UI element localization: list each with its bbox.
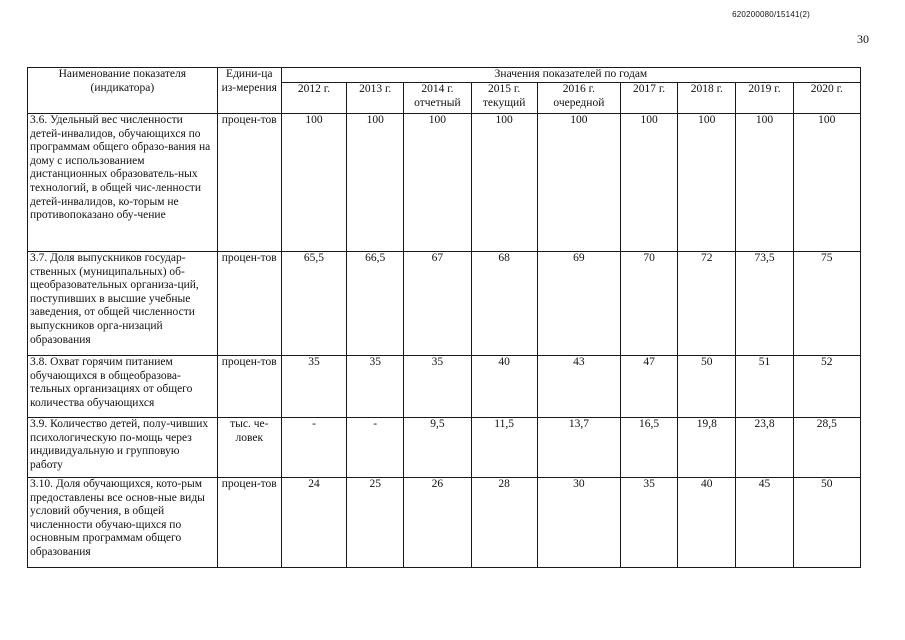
- indicator-value: 50: [678, 356, 736, 418]
- indicator-value: 100: [736, 114, 793, 252]
- indicator-value: 13,7: [537, 418, 620, 478]
- indicator-value: 100: [678, 114, 736, 252]
- indicator-value: 51: [736, 356, 793, 418]
- indicator-name: 3.10. Доля обучающихся, кото-рым предоставлены все основ-ные виды условий обучения, в общей численности обучаю-щихся по основным программам общего образования: [28, 478, 218, 568]
- indicator-name: 3.7. Доля выпускников государ-ственных (муниципальных) об-щеобразовательных организа-ций, поступивших в высшие учебные заведения, от общей численности выпускников орга-низаций образования: [28, 252, 218, 356]
- table-row: [28, 418, 861, 478]
- indicator-value: 72: [678, 252, 736, 356]
- header-year: 2018 г.: [678, 83, 736, 114]
- indicator-value: 100: [537, 114, 620, 252]
- indicator-value: 30: [537, 478, 620, 568]
- indicator-value: 67: [404, 252, 471, 356]
- indicator-value: 69: [537, 252, 620, 356]
- indicator-value: 35: [347, 356, 404, 418]
- indicator-value: 100: [793, 114, 860, 252]
- indicator-value: 50: [793, 478, 860, 568]
- indicator-value: 28: [471, 478, 537, 568]
- indicator-unit: процен-тов: [217, 478, 281, 568]
- table-row: [28, 356, 861, 418]
- header-year: 2013 г.: [347, 83, 404, 114]
- indicator-unit: процен-тов: [217, 114, 281, 252]
- indicators-table: [27, 67, 861, 568]
- table-row: [28, 252, 861, 356]
- indicator-unit: процен-тов: [217, 356, 281, 418]
- header-year: 2014 г. отчетный: [404, 83, 471, 114]
- indicator-value: 70: [621, 252, 678, 356]
- indicator-value: 23,8: [736, 418, 793, 478]
- indicator-value: 24: [281, 478, 346, 568]
- table-body: [28, 114, 861, 568]
- indicator-name: 3.8. Охват горячим питанием обучающихся в общеобразова-тельных организациях от общего количества обучающихся: [28, 356, 218, 418]
- indicator-value: 100: [621, 114, 678, 252]
- indicator-value: 40: [471, 356, 537, 418]
- indicator-value: 47: [621, 356, 678, 418]
- indicator-unit: тыс. че-ловек: [217, 418, 281, 478]
- indicator-value: 75: [793, 252, 860, 356]
- header-year: 2012 г.: [281, 83, 346, 114]
- header-indicator-name: Наименование показателя (индикатора): [28, 68, 218, 114]
- indicator-value: 19,8: [678, 418, 736, 478]
- header-year: 2015 г. текущий: [471, 83, 537, 114]
- indicator-value: 9,5: [404, 418, 471, 478]
- table-header: [28, 68, 861, 114]
- header-year: 2019 г.: [736, 83, 793, 114]
- page-number: 30: [857, 32, 869, 46]
- indicator-value: 100: [347, 114, 404, 252]
- indicator-value: 52: [793, 356, 860, 418]
- indicator-value: 26: [404, 478, 471, 568]
- indicator-value: 35: [281, 356, 346, 418]
- indicator-value: 66,5: [347, 252, 404, 356]
- indicator-name: 3.9. Количество детей, полу-чивших психологическую по-мощь через индивидуальную и групповую работу: [28, 418, 218, 478]
- table-row: [28, 114, 861, 252]
- indicator-value: 43: [537, 356, 620, 418]
- indicator-value: 68: [471, 252, 537, 356]
- header-year: 2017 г.: [621, 83, 678, 114]
- indicator-value: 65,5: [281, 252, 346, 356]
- indicator-value: 25: [347, 478, 404, 568]
- indicator-value: 45: [736, 478, 793, 568]
- indicator-value: 73,5: [736, 252, 793, 356]
- document-code: 620200080/15141(2): [732, 10, 810, 19]
- header-year: 2016 г. очередной: [537, 83, 620, 114]
- indicator-value: 35: [404, 356, 471, 418]
- indicator-name: 3.6. Удельный вес численности детей-инвалидов, обучающихся по программам общего образо-вания на дому с использованием дистанционных образователь-ных технологий, в общей чис-ленности детей-инвалидов, ко-торым не противопоказано обу-чение: [28, 114, 218, 252]
- indicator-value: -: [347, 418, 404, 478]
- indicator-unit: процен-тов: [217, 252, 281, 356]
- indicator-value: 11,5: [471, 418, 537, 478]
- indicator-value: 40: [678, 478, 736, 568]
- header-values-by-year: Значения показателей по годам: [281, 68, 860, 83]
- table-row: [28, 478, 861, 568]
- indicator-value: 16,5: [621, 418, 678, 478]
- header-year: 2020 г.: [793, 83, 860, 114]
- indicator-value: 100: [404, 114, 471, 252]
- indicator-value: 100: [471, 114, 537, 252]
- indicator-value: 28,5: [793, 418, 860, 478]
- header-unit: Едини-ца из-мерения: [217, 68, 281, 114]
- indicator-value: -: [281, 418, 346, 478]
- indicator-value: 100: [281, 114, 346, 252]
- indicator-value: 35: [621, 478, 678, 568]
